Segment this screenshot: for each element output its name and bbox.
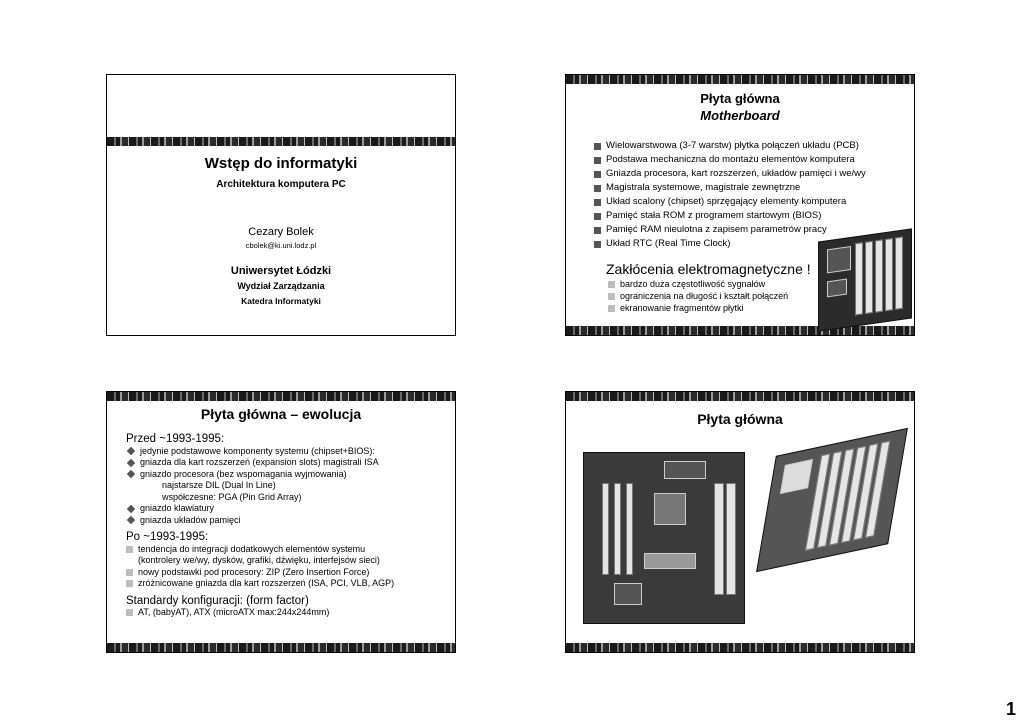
slide-subtitle: Motherboard [700,108,780,123]
author-name: Cezary Bolek [248,226,314,238]
list-item: gniazda dla kart rozszerzeń (expansion slots) magistrali ISA [126,457,394,469]
list-item: gniazda układów pamięci [126,515,394,527]
motherboard-photo [818,228,912,331]
list-subitem: (kontrolery we/wy, dysków, grafiki, dźwięku, interfejsów sieci) [138,555,380,565]
list-item: Pamięć stała ROM z programem startowym (BIOS) [594,209,866,223]
page-number: 1 [1005,699,1016,719]
decor-bar [107,643,455,652]
list-item: zróżnicowane gniazda dla kart rozszerzeń (ISA, PCI, VLB, AGP) [126,578,394,590]
list-item: Układ scalony (chipset) sprzęgający elementy komputera [594,195,866,209]
evolution-list [126,432,394,619]
list-item: gniazdo klawiatury [126,503,394,515]
list-subitem: najstarsze DIL (Dual In Line) [162,480,276,490]
decor-bar [566,392,914,401]
decor-bar [566,326,914,335]
decor-bar [566,75,914,84]
list-item: ekranowanie fragmentów płytki [608,302,788,314]
slide-subtitle: Architektura komputera PC [216,179,346,190]
list-item: Magistrala systemowe, magistrale zewnętrzne [594,181,866,195]
list-item: ograniczenia na długość i kształt połączeń [608,290,788,302]
section-heading: Przed ~1993-1995: [126,433,225,445]
slide-title: Płyta główna – ewolucja [200,406,362,422]
sub-bullet-list [608,278,788,314]
list-subitem: współczesne: PGA (Pin Grid Array) [162,491,302,502]
slide-title: Wstęp do informatyki [204,155,358,172]
list-item: Podstawa mechaniczna do montażu elementów komputera [594,153,866,167]
bullet-list [594,139,866,251]
section-heading: Zakłócenia elektromagnetyczne ! [606,261,811,277]
list-item: AT, (babyAT), ATX (microATX max:244x244mm) [126,607,394,619]
slide-title: Płyta główna [697,411,783,427]
list-item: Pamięć RAM nieulotna z zapisem parametrów pracy [594,223,866,237]
list-item: nowy podstawki pod procesory: ZIP (Zero Insertion Force) [126,567,394,579]
slide-title: Płyta główna [700,91,780,106]
section-heading: Po ~1993-1995: [126,531,209,543]
list-item: Gniazda procesora, kart rozszerzeń, układów pamięci i we/wy [594,167,866,181]
section-heading: Standardy konfiguracji: (form factor) [126,594,309,607]
motherboard-photo [756,428,908,572]
decor-bar [566,643,914,652]
department-name: Katedra Informatyki [241,296,321,306]
list-item: bardzo duża częstotliwość sygnałów [608,278,788,290]
list-item: jedynie podstawowe komponenty systemu (chipset+BIOS): [126,446,394,458]
author-email: cbolek@ki.uni.lodz.pl [245,241,317,250]
list-item: Układ RTC (Real Time Clock) [594,237,866,251]
slide-intro [106,74,456,336]
faculty-name: Wydział Zarządzania [237,281,325,291]
decor-bar [107,392,455,401]
university-name: Uniwersytet Łódzki [230,265,332,277]
list-item: tendencja do integracji dodatkowych elementów systemu [126,544,394,556]
list-item: Wielowarstwowa (3-7 warstw) płytka połączeń układu (PCB) [594,139,866,153]
list-item: gniazdo procesora (bez wspomagania wyjmowania) [126,469,394,481]
slide-motherboard [565,74,915,336]
motherboard-photo [583,452,745,624]
slide-motherboard-photos [565,391,915,653]
decor-bar [107,137,455,146]
slide-evolution [106,391,456,653]
